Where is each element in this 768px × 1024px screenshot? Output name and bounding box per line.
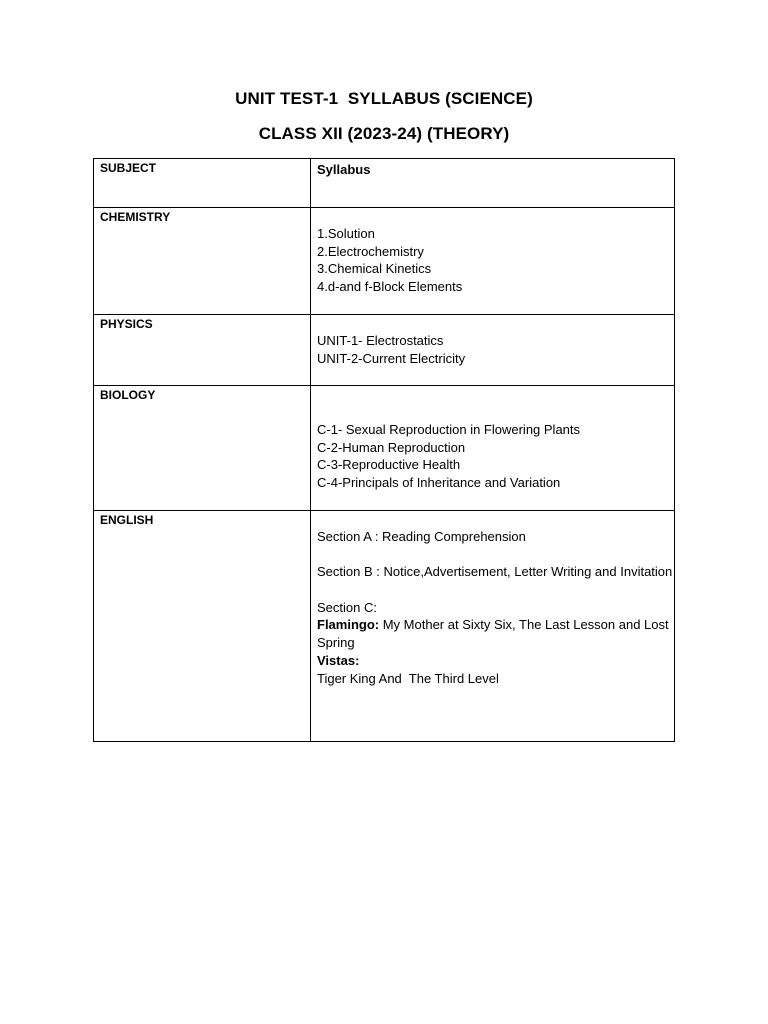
- list-item: C-2-Human Reproduction: [317, 439, 466, 455]
- syllabus-cell-biology: [311, 386, 675, 511]
- document-title: UNIT TEST-1 SYLLABUS (SCIENCE): [235, 89, 533, 108]
- table-row-physics: [94, 315, 675, 386]
- subject-cell-biology: BIOLOGY: [94, 386, 311, 511]
- list-item: 1.Solution: [317, 226, 375, 241]
- subject-cell-physics: PHYSICS: [94, 315, 311, 386]
- syllabus-cell-english: [311, 511, 675, 742]
- list-item: C-4-Principals of Inheritance and Variation: [317, 475, 561, 491]
- flamingo-line: [317, 616, 674, 651]
- syllabus-table: [93, 158, 675, 742]
- vistas-text: Tiger King And The Third Level: [317, 670, 499, 686]
- list-item: UNIT-2-Current Electricity: [317, 350, 466, 366]
- list-item: 3.Chemical Kinetics: [317, 261, 432, 277]
- header-syllabus-label: Syllabus: [317, 162, 371, 177]
- document-subtitle: CLASS XII (2023-24) (THEORY): [258, 124, 510, 143]
- list-item: C-3-Reproductive Health: [317, 457, 461, 473]
- list-item: UNIT-1- Electrostatics: [317, 333, 444, 348]
- syllabus-cell-physics: [311, 315, 675, 386]
- syllabus-cell-chemistry: [311, 208, 675, 315]
- section-c-label: Section C:: [317, 599, 377, 615]
- table-row-english: [94, 511, 675, 742]
- table-row-biology: [94, 386, 675, 511]
- flamingo-label: Flamingo:: [317, 617, 380, 633]
- section-b-text: Section B : Notice,Advertisement, Letter Writing and Invitation: [317, 564, 673, 580]
- flamingo-text: My Mother at Sixty Six, The Last Lesson and Lost Spring: [317, 617, 673, 651]
- vistas-label: Vistas:: [317, 652, 360, 668]
- table-row-chemistry: [94, 208, 675, 315]
- subject-cell-english: ENGLISH: [94, 511, 311, 742]
- section-a-text: Section A : Reading Comprehension: [317, 529, 526, 544]
- header-subject-cell: SUBJECT: [94, 159, 311, 208]
- header-syllabus-cell: [311, 159, 675, 208]
- list-item: 2.Electrochemistry: [317, 243, 424, 259]
- list-item: C-1- Sexual Reproduction in Flowering Plants: [317, 422, 581, 437]
- subject-cell-chemistry: CHEMISTRY: [94, 208, 311, 315]
- list-item: 4.d-and f-Block Elements: [317, 279, 463, 295]
- table-header-row: [94, 159, 675, 208]
